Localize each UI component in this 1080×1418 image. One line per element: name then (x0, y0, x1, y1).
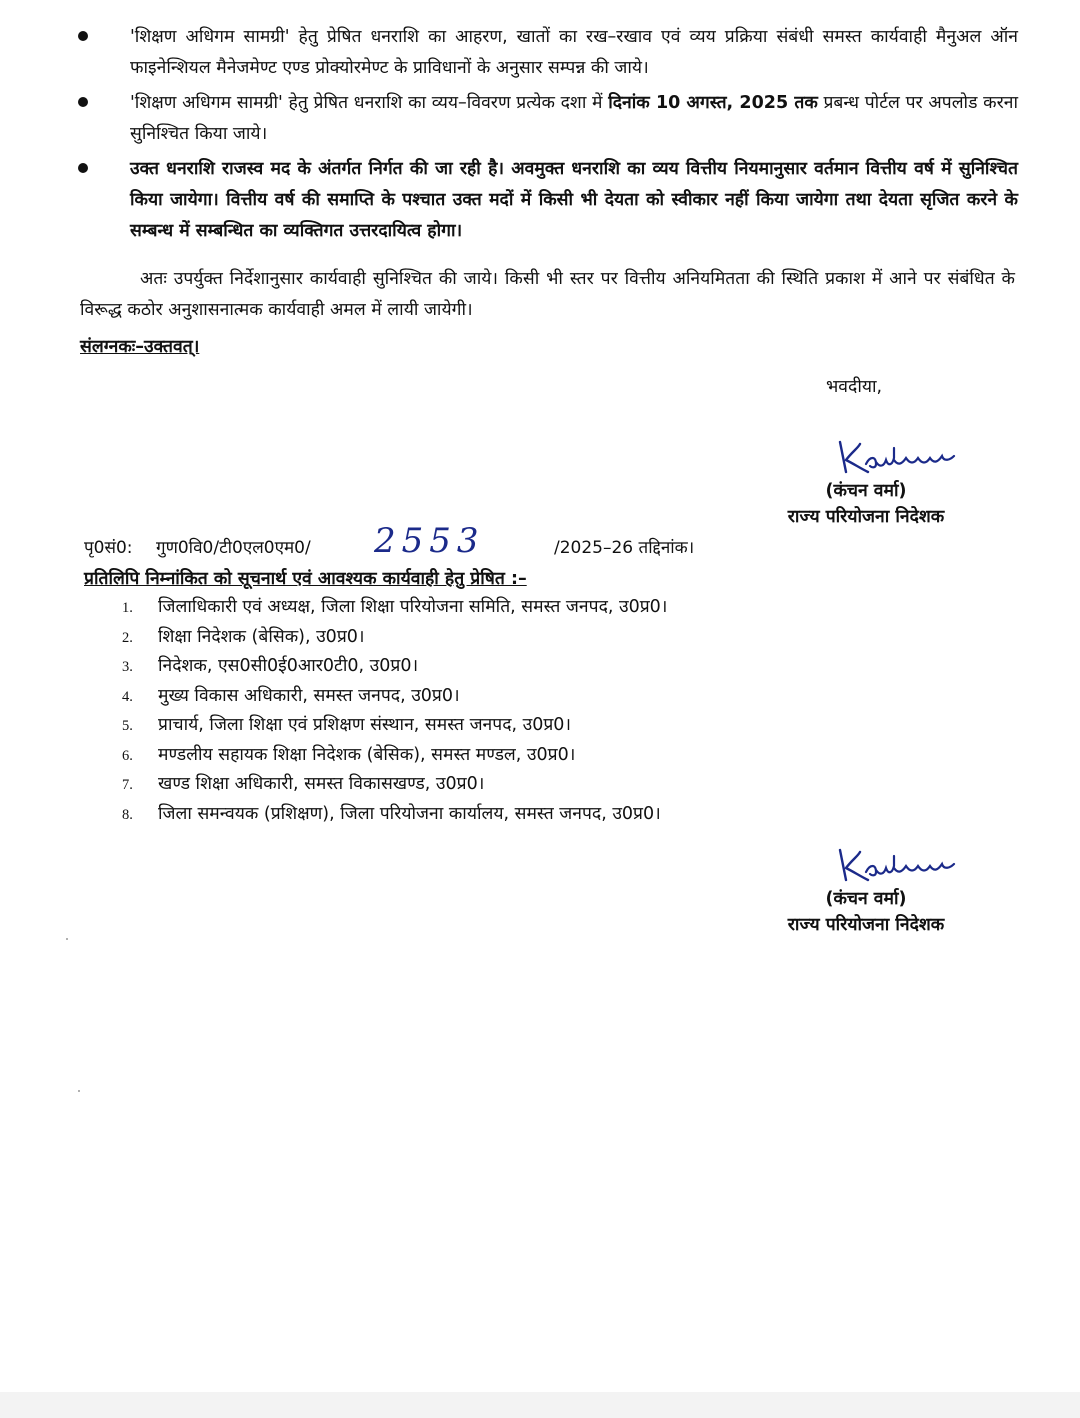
signature-block (746, 846, 986, 938)
reference-suffix: /2025–26 तद्दिनांक। (554, 538, 695, 558)
bullet-text (130, 154, 1018, 247)
bullet-text-part: प्रबन्ध पोर्टल पर अपलोड करना सुनिश्चित किया जाये। (130, 93, 1018, 144)
list-number: 8. (122, 806, 133, 823)
deadline-date: दिनांक 10 अगस्त, 2025 तक (608, 93, 818, 113)
reference-number: 2553 (374, 521, 485, 561)
bullet-text (130, 88, 1018, 150)
page-bottom-edge (0, 1392, 1080, 1418)
reference-prefix: पृ0सं0: (84, 538, 133, 558)
signatory-name: (कंचन वर्मा) (825, 481, 907, 501)
bullet-text-part: 'शिक्षण अधिगम सामग्री' हेतु प्रेषित धनराशि का व्यय–विवरण प्रत्येक दशा में (130, 93, 609, 113)
list-number: 1. (122, 600, 133, 616)
scan-speck (78, 1090, 80, 1092)
list-number: 3. (122, 659, 133, 675)
list-item (118, 683, 818, 713)
bullet-point (78, 154, 1018, 247)
list-text: मण्डलीय सहायक शिक्षा निदेशक (बेसिक), समस्त मण्डल, उ0प्र0। (158, 744, 576, 765)
handwritten-signature (806, 438, 986, 478)
instruction-paragraph: अतः उपर्युक्त निर्देशानुसार कार्यवाही सुनिश्चित की जाये। किसी भी स्तर पर वित्तीय अनियमितता की स्थिति प्रकाश में आने पर संबंधित के विरूद्ध कठोर अनुशासनात्मक कार्यवाही अमल में लायी जायेगी। (80, 269, 1015, 320)
signatory-title: राज्य परियोजना निदेशक (787, 915, 945, 935)
list-text: खण्ड शिक्षा अधिकारी, समस्त विकासखण्ड, उ0प्र0। (158, 774, 485, 794)
reference-code: गुण0वि0/टी0एल0एम0/ (156, 538, 311, 558)
list-text: जिलाधिकारी एवं अध्यक्ष, जिला शिक्षा परियोजना समिति, समस्त जनपद, उ0प्र0। (158, 597, 668, 617)
signatory-name: (कंचन वर्मा) (825, 889, 907, 909)
list-item (118, 624, 818, 654)
closing-salutation: भवदीया, (826, 377, 883, 397)
list-number: 2. (122, 629, 133, 646)
list-number: 7. (122, 777, 133, 793)
list-number: 6. (122, 747, 133, 764)
list-item (118, 653, 818, 683)
list-text: जिला समन्वयक (प्रशिक्षण), जिला परियोजना कार्यालय, समस्त जनपद, उ0प्र0। (158, 803, 661, 824)
bullet-dot-icon (78, 97, 88, 107)
reference-line (84, 521, 804, 565)
bullet-point (78, 22, 1018, 84)
list-text: मुख्य विकास अधिकारी, समस्त जनपद, उ0प्र0। (158, 685, 460, 706)
bullet-dot-icon (78, 31, 88, 41)
list-text: प्राचार्य, जिला शिक्षा एवं प्रशिक्षण संस्थान, समस्त जनपद, उ0प्र0। (158, 715, 572, 735)
list-number: 5. (122, 718, 133, 734)
handwritten-signature (806, 846, 986, 886)
copy-recipient-list (118, 594, 818, 830)
list-text: शिक्षा निदेशक (बेसिक), उ0प्र0। (158, 626, 365, 647)
bullet-text-part: 'शिक्षण अधिगम सामग्री' हेतु प्रेषित धनराशि का आहरण, खातों का रख–रखाव एवं व्यय प्रक्रिया संबंधी समस्त कार्यवाही मैनुअल ऑन फाइनेन्शियल मैनेजमेण्ट एण्ड प्रोक्योरमेण्ट के प्राविधानों के अनुसार सम्पन्न की जाये। (130, 27, 1018, 78)
bullet-text-part: उक्त धनराशि राजस्व मद के अंतर्गत निर्गत की जा रही है। अवमुक्त धनराशि का व्यय वित्तीय नियमानुसार वर्तमान वित्तीय वर्ष में सुनिश्चित किया जायेगा। वित्तीय वर्ष की समाप्ति के पश्चात उक्त मदों में किसी भी देयता को स्वीकार नहीं किया जायेगा तथा देयता सृजित करने के सम्बन्ध में सम्बन्धित का व्यक्तिगत उत्तरदायित्व होगा। (130, 159, 1018, 241)
attachment-note: संलग्नकः–उक्तवत्। (80, 337, 200, 357)
signature-block (746, 438, 986, 530)
bullet-point (78, 88, 1018, 150)
signatory-title: राज्य परियोजना निदेशक (787, 507, 945, 527)
copy-heading: प्रतिलिपि निम्नांकित को सूचनार्थ एवं आवश्यक कार्यवाही हेतु प्रेषित :– (84, 569, 527, 589)
list-text: निदेशक, एस0सी0ई0आर0टी0, उ0प्र0। (158, 656, 419, 676)
scan-speck (66, 938, 68, 940)
list-number: 4. (122, 688, 133, 705)
list-item (118, 801, 818, 831)
list-item (118, 712, 818, 742)
list-item (118, 771, 818, 801)
list-item (118, 742, 818, 772)
bullet-text (130, 22, 1018, 84)
bullet-dot-icon (78, 163, 88, 173)
list-item (118, 594, 818, 624)
